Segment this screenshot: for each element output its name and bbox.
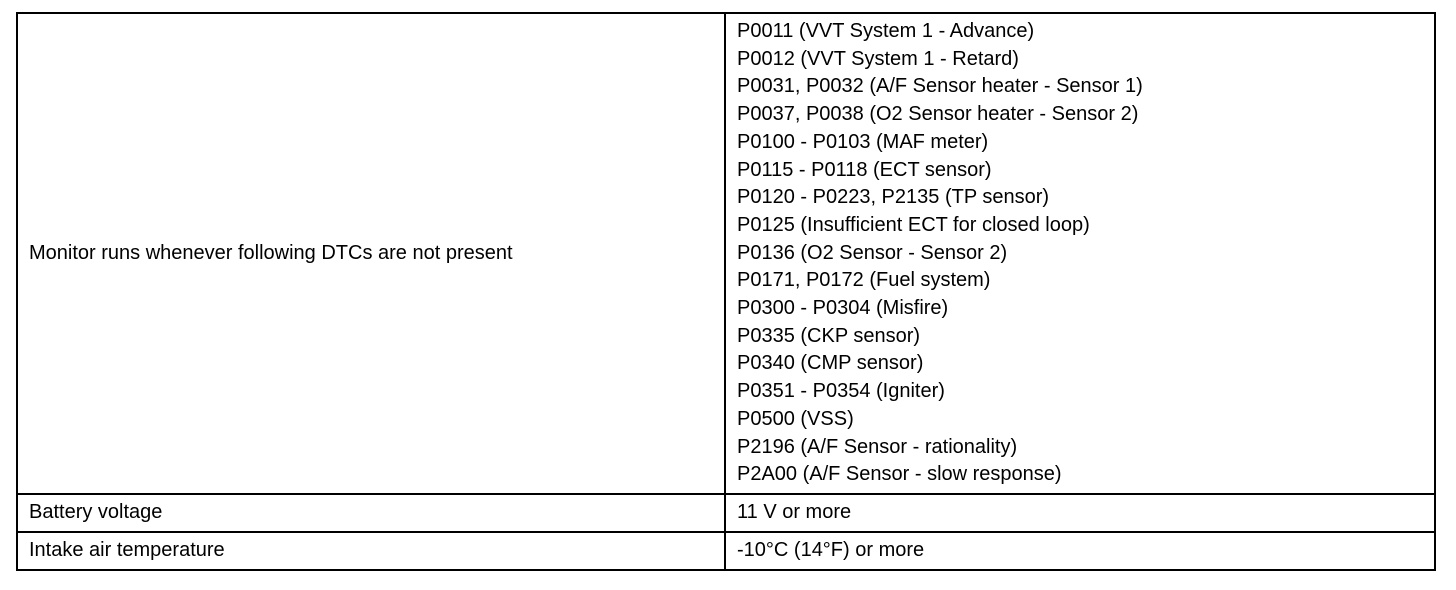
dtc-item: P0031, P0032 (A/F Sensor heater - Sensor 1) [737, 75, 1143, 98]
dtc-item: P2A00 (A/F Sensor - slow response) [737, 463, 1062, 486]
dtc-item: P0115 - P0118 (ECT sensor) [737, 158, 992, 181]
condition-cell: Battery voltage [17, 494, 725, 532]
dtc-item: P0125 (Insufficient ECT for closed loop) [737, 213, 1090, 236]
dtc-item: P0351 - P0354 (Igniter) [737, 380, 945, 403]
dtc-item: P0340 (CMP sensor) [737, 352, 924, 375]
dtc-item: P0100 - P0103 (MAF meter) [737, 130, 989, 153]
condition-cell: Monitor runs whenever following DTCs are not present [17, 13, 725, 494]
dtc-list-cell [725, 13, 1435, 494]
monitor-conditions-table [16, 12, 1436, 571]
dtc-item: P0500 (VSS) [737, 407, 854, 430]
dtc-item: P0136 (O2 Sensor - Sensor 2) [737, 241, 1008, 264]
value-cell: 11 V or more [725, 494, 1435, 532]
dtc-item: P0120 - P0223, P2135 (TP sensor) [737, 186, 1050, 209]
dtc-item: P0300 - P0304 (Misfire) [737, 297, 949, 320]
value-cell: -10°C (14°F) or more [725, 532, 1435, 570]
dtc-item: P0171, P0172 (Fuel system) [737, 269, 991, 292]
dtc-item: P0011 (VVT System 1 - Advance) [737, 20, 1035, 42]
condition-cell: Intake air temperature [17, 532, 725, 570]
table-row [17, 532, 1435, 570]
dtc-item: P2196 (A/F Sensor - rationality) [737, 435, 1018, 458]
dtc-item: P0335 (CKP sensor) [737, 324, 921, 347]
dtc-item: P0037, P0038 (O2 Sensor heater - Sensor 2) [737, 103, 1139, 126]
table-row [17, 13, 1435, 494]
dtc-item: P0012 (VVT System 1 - Retard) [737, 47, 1019, 70]
table-row [17, 494, 1435, 532]
